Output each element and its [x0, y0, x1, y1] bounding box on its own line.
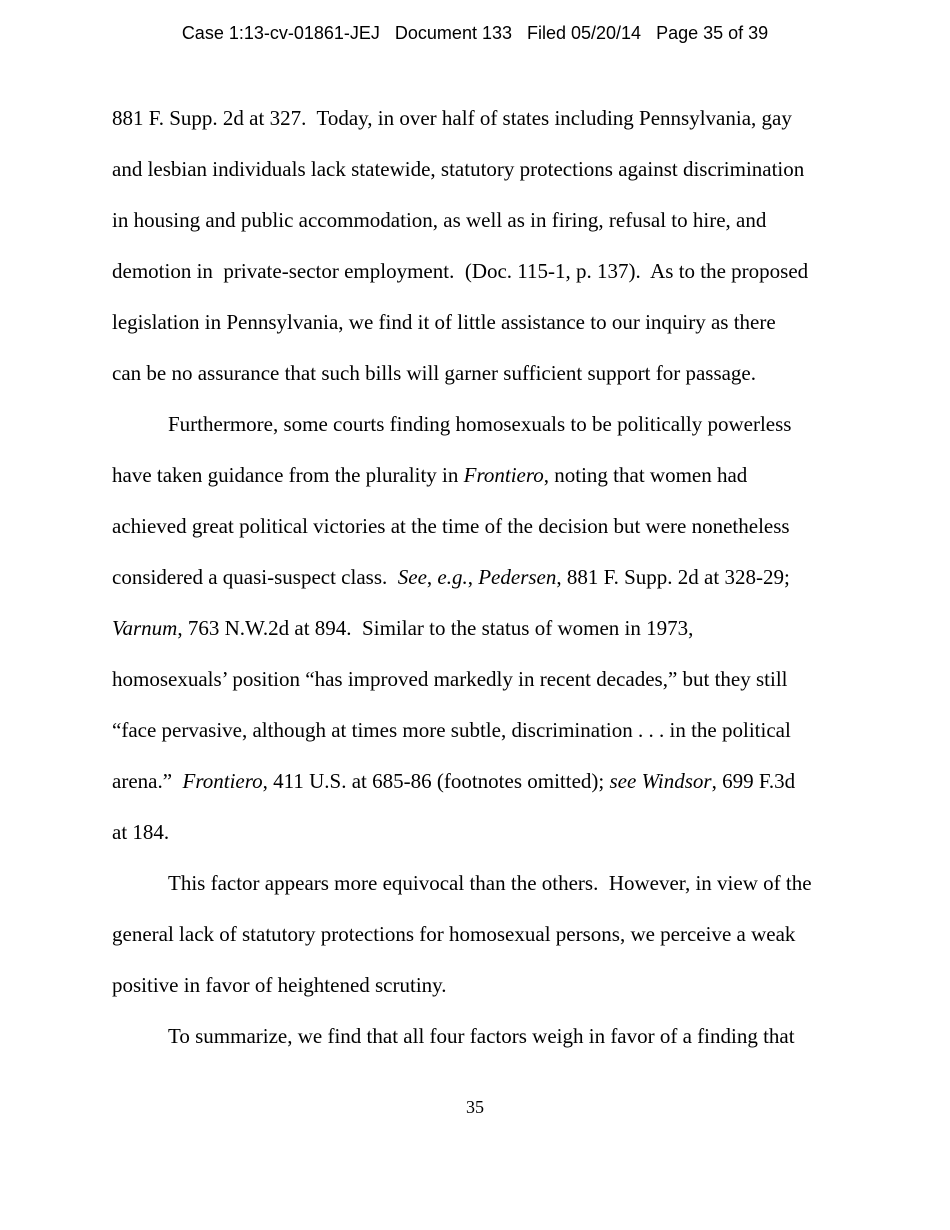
- body-line: 881 F. Supp. 2d at 327. Today, in over half of states including Pennsylvania, gay: [112, 106, 792, 130]
- body-line: This factor appears more equivocal than the others. However, in view of the: [168, 871, 812, 895]
- text-run: considered a quasi-suspect class.: [112, 565, 398, 589]
- text-run: have taken guidance from the plurality in: [112, 463, 464, 487]
- text-run: , 881 F. Supp. 2d at 328-29;: [556, 565, 790, 589]
- body-line: To summarize, we find that all four factors weigh in favor of a finding that: [168, 1024, 795, 1048]
- text-run: , 411 U.S. at 685-86 (footnotes omitted);: [262, 769, 610, 793]
- body-line: legislation in Pennsylvania, we find it of little assistance to our inquiry as there: [112, 310, 776, 334]
- body-line: “face pervasive, although at times more subtle, discrimination . . . in the political: [112, 718, 791, 742]
- body-line: at 184.: [112, 820, 170, 844]
- text-run: , 699 F.3d: [711, 769, 796, 793]
- body-line: Furthermore, some courts finding homosexuals to be politically powerless: [168, 412, 792, 436]
- page-number: 35: [466, 1097, 484, 1117]
- body-line: achieved great political victories at the time of the decision but were nonetheless: [112, 514, 790, 538]
- case-name: see Windsor: [609, 769, 712, 793]
- case-name: Pedersen: [478, 565, 557, 589]
- body-line: can be no assurance that such bills will garner sufficient support for passage.: [112, 361, 757, 385]
- body-line: [112, 462, 747, 488]
- body-line: and lesbian individuals lack statewide, statutory protections against discrimination: [112, 157, 805, 181]
- case-name: Frontiero: [182, 769, 263, 793]
- text-run: ,: [426, 565, 438, 589]
- body-line: demotion in private-sector employment. (Doc. 115-1, p. 137). As to the proposed: [112, 259, 809, 283]
- text-run: arena.”: [112, 769, 183, 793]
- text-run: , noting that women had: [543, 463, 748, 487]
- body-line: [112, 564, 790, 590]
- text-run: ,: [467, 565, 479, 589]
- body-line: general lack of statutory protections for homosexual persons, we perceive a weak: [112, 922, 796, 946]
- body-line: [112, 615, 693, 641]
- body-line: positive in favor of heightened scrutiny.: [112, 973, 447, 997]
- signal-word: e.g.: [437, 565, 468, 589]
- signal-word: See: [397, 565, 427, 589]
- case-name: Varnum: [112, 616, 178, 640]
- text-run: , 763 N.W.2d at 894. Similar to the status of women in 1973,: [177, 616, 694, 640]
- body-line: [112, 768, 795, 794]
- case-header: Case 1:13-cv-01861-JEJ Document 133 Filed 05/20/14 Page 35 of 39: [181, 23, 769, 43]
- body-line: in housing and public accommodation, as well as in firing, refusal to hire, and: [112, 208, 767, 232]
- body-line: homosexuals’ position “has improved markedly in recent decades,” but they still: [112, 667, 788, 691]
- case-name: Frontiero: [463, 463, 544, 487]
